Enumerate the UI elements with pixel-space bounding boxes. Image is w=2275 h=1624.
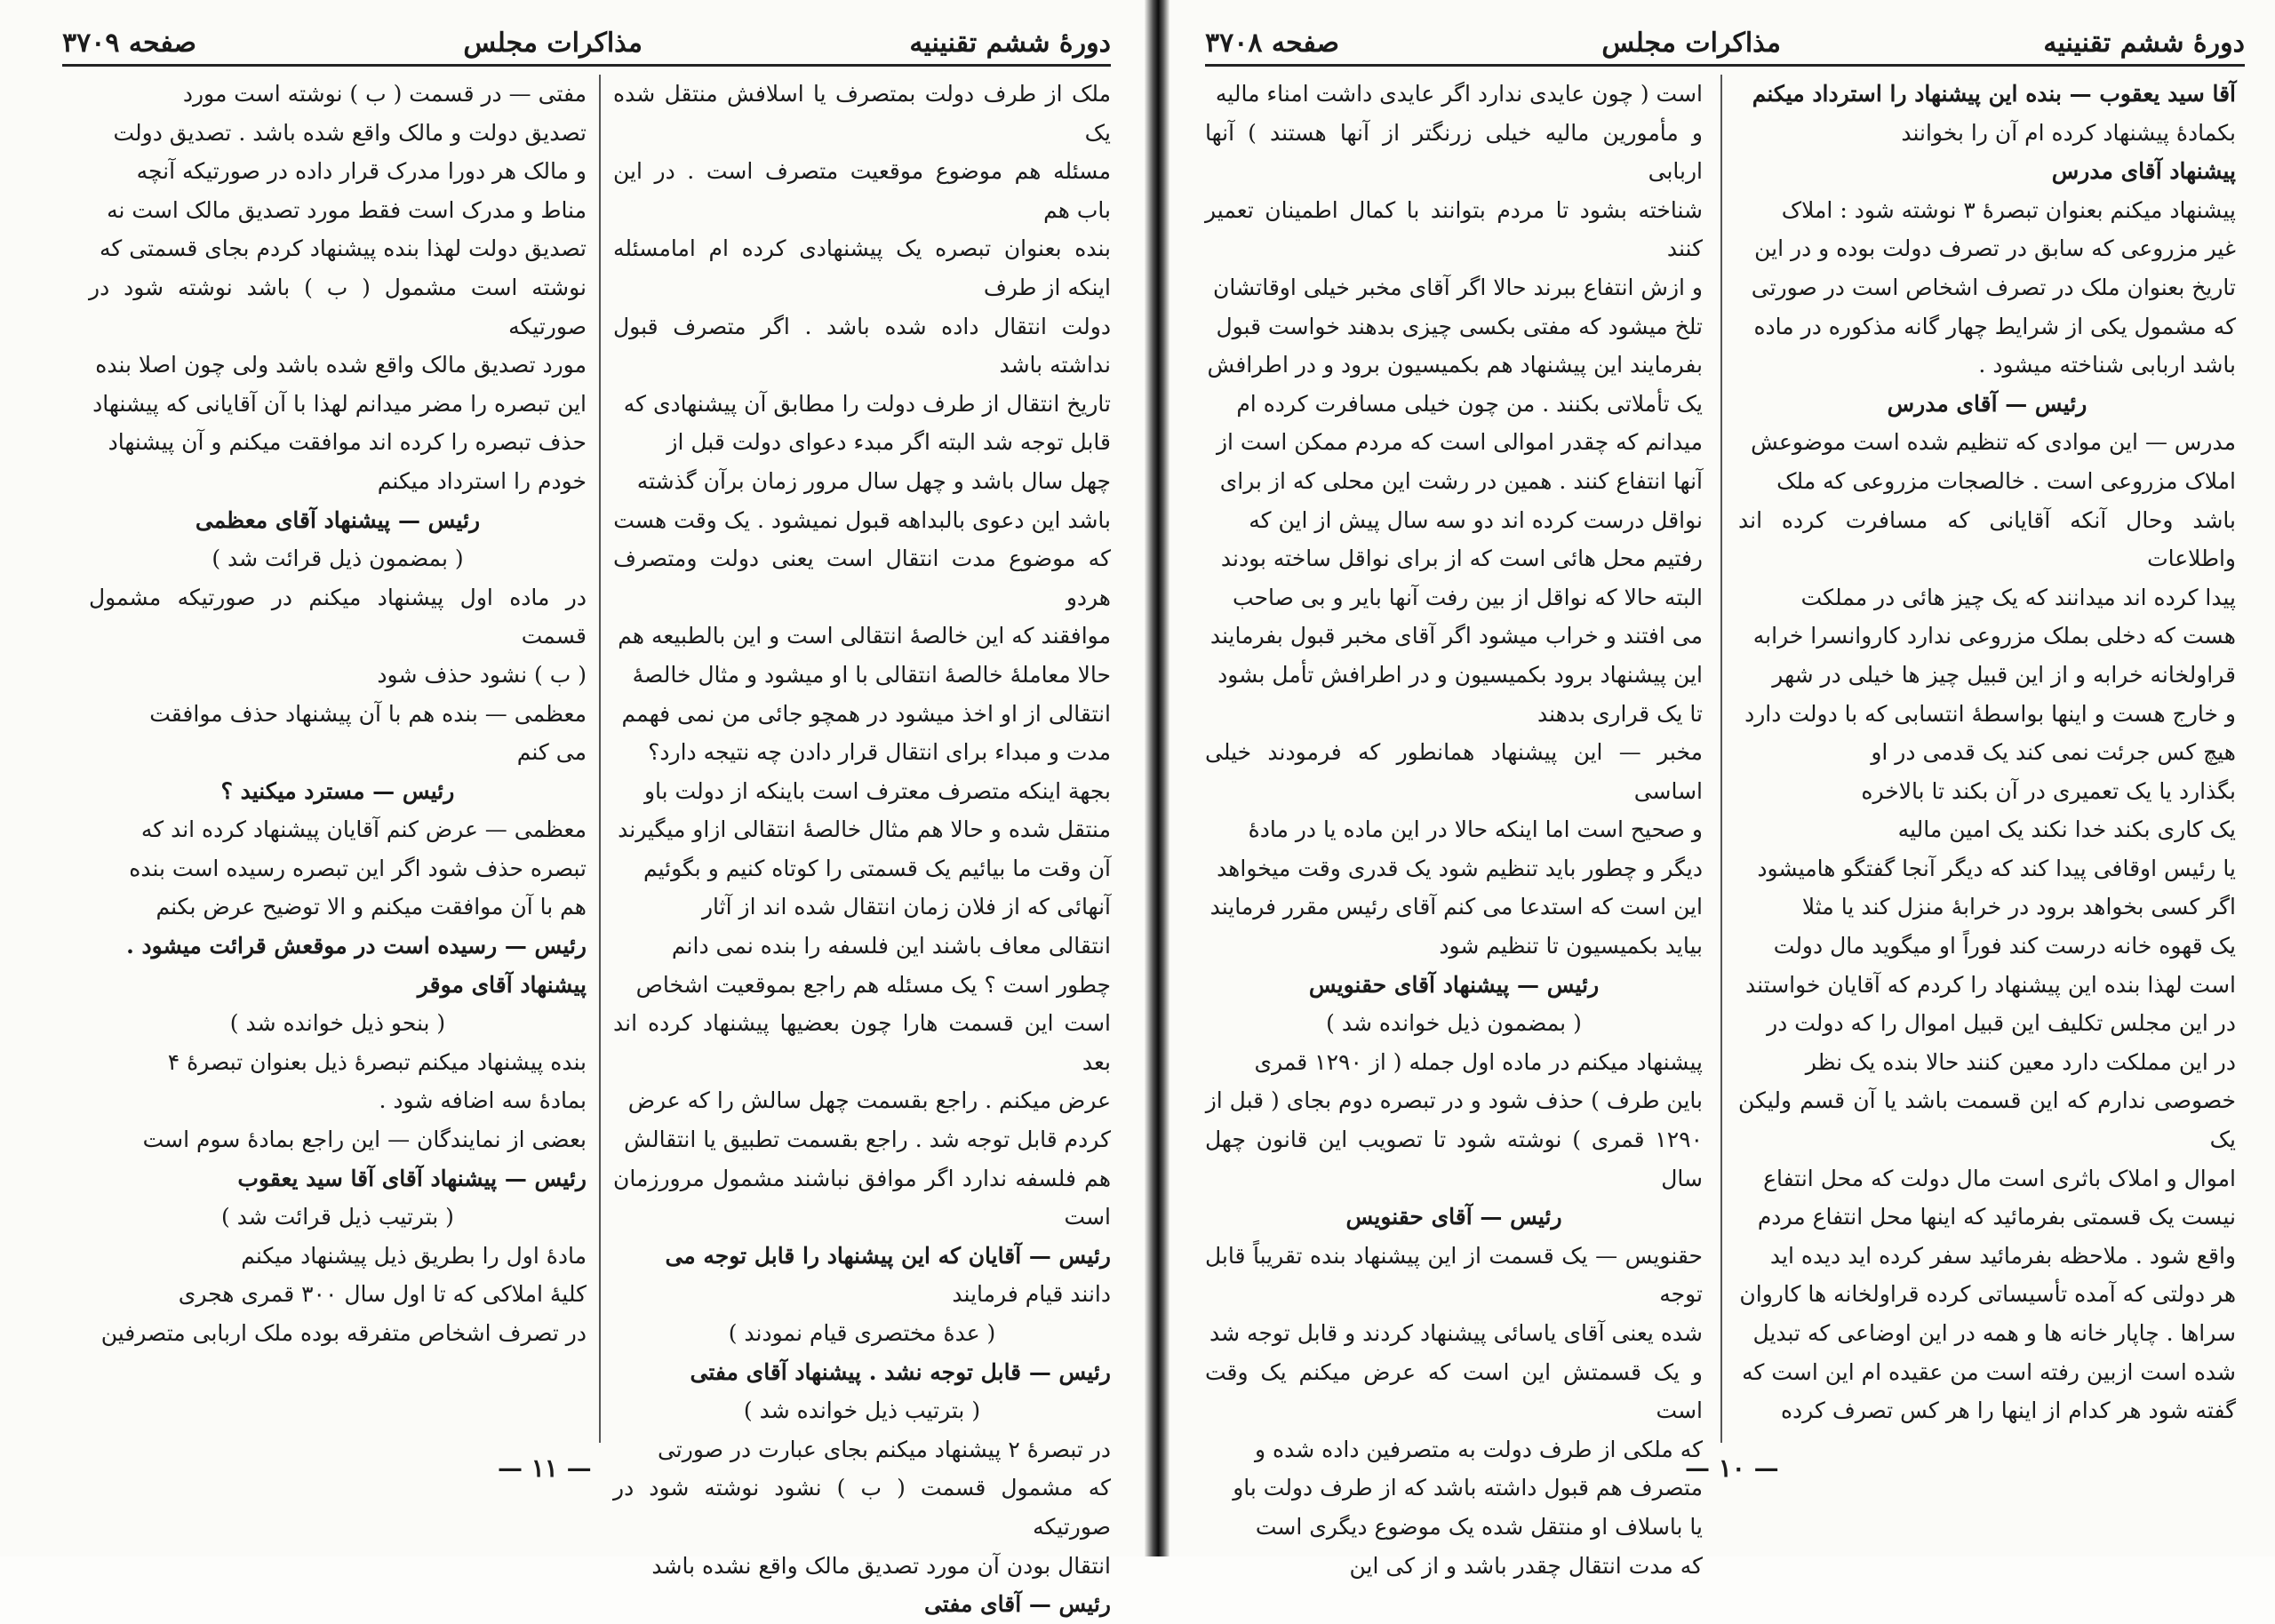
text-line: نواقل درست کرده اند دو سه سال پیش از این که	[1249, 506, 1703, 533]
text-line: این تبصره را مضر میدانم لهذا با آن آقایانی که پیشنهاد	[92, 390, 587, 417]
text-line: واقع شود . ملاحظه بفرمائید سفر کرده اید دیده اید	[1769, 1242, 2236, 1269]
text-line: این پیشنهاد برود بکمیسیون و در اطرافش تأمل بشود	[1217, 661, 1703, 688]
text-line: انتقالی معاف باشند این فلسفه را بنده نمی دانم	[671, 933, 1111, 959]
text-line: باشد وحال آنکه آقایانی که مسافرت کرده اند واطلاعات	[1738, 506, 2236, 572]
text-line: یک کاری بکند خدا نکند یک امین مالیه	[1897, 816, 2236, 843]
text-line: در این مجلس تکلیف این قبیل اموال را که دولت در	[1767, 1010, 2236, 1037]
text-line: آن وقت ما بیائیم یک قسمتی را کوتاه کنیم و بگوئیم	[643, 855, 1111, 881]
procedural-note: ( بمضمون ذیل خوانده شد )	[1326, 1010, 1582, 1037]
text-line: مسئله هم موضوع موقعیت متصرف است . در این باب هم	[613, 158, 1111, 223]
text-column-left	[89, 75, 587, 1443]
text-line: بنده پیشنهاد میکنم تبصرهٔ ذیل بعنوان تبصرهٔ ۴	[167, 1048, 587, 1075]
speaker-line: رئیس — پیشنهاد آقای حقنویس	[1308, 971, 1600, 998]
text-line: است لهذا بنده این پیشنهاد را کردم که آقایان خواستند	[1744, 971, 2236, 998]
procedural-note: ( بترتیب ذیل قرائت شد )	[221, 1204, 454, 1230]
text-line: و مالک هر دورا مدرک قرار داده در صورتیکه آنچه	[136, 158, 587, 185]
text-line: که موضوع مدت انتقال است یعنی دولت ومتصرف هردو	[613, 545, 1111, 610]
text-line: در تبصرهٔ ۲ پیشنهاد میکنم بجای عبارت در صورتی	[657, 1436, 1111, 1462]
text-line: پیشنهاد میکنم در ماده اول جمله ( از ۱۲۹۰ قمری	[1254, 1048, 1703, 1075]
text-line: بیاید بکمیسیون تا تنظیم شود	[1439, 933, 1703, 959]
text-line: کلیهٔ املاکی که تا اول سال ۳۰۰ قمری هجری	[178, 1281, 587, 1308]
text-line: قابل توجه شد البته اگر مبدء دعوای دولت قبل از	[667, 429, 1111, 456]
text-line: تبصره حذف شود اگر این تبصره رسیده است بنده	[129, 855, 587, 881]
text-line: اموال و املاک باثری است مال دولت که محل انتفاع	[1763, 1165, 2236, 1191]
text-line: تلخ میشود که مفتی بکسی چیزی بدهند خواست قبول	[1216, 313, 1703, 339]
text-line: کردم قابل توجه شد . راجع بقسمت تطبیق یا انتقالش	[624, 1126, 1111, 1153]
text-line: هم فلسفه ندارد اگر موافق نباشند مشمول مرورزمان است	[613, 1165, 1111, 1230]
text-line: خودم را استرداد میکنم	[377, 467, 587, 494]
header-page-number: صفحه ۳۷۰۸	[1205, 27, 1340, 59]
text-line: هست که دخلی بملک مزروعی ندارد کاروانسرا خرابه	[1752, 623, 2236, 649]
text-line: که مشمول یکی از شرایط چهار گانه مذکوره در ماده	[1753, 313, 2236, 339]
text-line: مخبر — این پیشنهاد همانطور که فرمودند خیلی اساسی	[1205, 739, 1703, 804]
page-right	[1169, 0, 2275, 1579]
text-line: یک تأملاتی بکنند . من چون خیلی مسافرت کرده ام	[1236, 390, 1703, 417]
text-line: موافقند که این خالصهٔ انتقالی است و این بالطبیعه هم	[618, 623, 1111, 649]
text-line: تا یک قراری بدهند	[1537, 700, 1703, 727]
text-line: شناخته بشود تا مردم بتوانند با کمال اطمینان تعمیر کنند	[1205, 196, 1703, 262]
text-line: مفتی — در قسمت ( ب ) نوشته است مورد	[182, 81, 587, 107]
text-line: منتقل شده و حالا هم مثال خالصهٔ انتقالی ازاو میگیرند	[618, 816, 1111, 843]
speaker-line: رئیس — آقای مدرس	[1887, 390, 2087, 417]
speaker-line: رئیس — پیشنهاد آقای آقا سید یعقوب	[237, 1165, 587, 1191]
text-line: چطور است ؟ یک مسئله هم راجع بموقعیت اشخاص	[635, 971, 1111, 998]
text-line: پیشنهاد میکنم بعنوان تبصرهٔ ۳ نوشته شود : املاک	[1781, 196, 2236, 223]
speaker-line: پیشنهاد آقای موقر	[417, 971, 587, 998]
text-line: که ملکی از طرف دولت به متصرفین داده شده و	[1255, 1436, 1703, 1462]
text-line: قراولخانه خرابه و از این قبیل چیز ها خیلی در شهر	[1772, 661, 2236, 688]
text-line: تصدیق دولت و مالک واقع شده باشد . تصدیق دولت	[113, 119, 587, 146]
text-line: سراها . چاپار خانه ها و همه در این اوضاعی که تبدیل	[1752, 1320, 2236, 1346]
speaker-line: پیشنهاد آقای مدرس	[2051, 158, 2236, 185]
speaker-line: رئیس — قابل توجه نشد . پیشنهاد آقای مفتی	[690, 1358, 1111, 1385]
text-line: است این قسمت هارا چون بعضیها پیشنهاد کرده اند بعد	[613, 1010, 1111, 1075]
text-line: باشد این دعوی بالبداهه قبول نمیشود . یک وقت هست	[613, 506, 1111, 533]
text-line: باین طرف ) حذف شود و در تبصره دوم بجای ( قبل از	[1205, 1087, 1703, 1114]
text-line: املاک مزروعی است . خالصجات مزروعی که ملک	[1776, 467, 2236, 494]
header-term: دورهٔ ششم تقنینیه	[909, 27, 1111, 59]
book-gutter	[1145, 0, 1169, 1556]
text-line: حالا معاملهٔ خالصهٔ انتقالی با او میشود و مثال خالصهٔ	[632, 661, 1111, 688]
folio-number: — ۱۱ —	[498, 1453, 592, 1483]
text-line: و یک قسمتش این است که عرض میکنم یک وقت است	[1205, 1358, 1703, 1424]
text-line: مادهٔ اول را بطریق ذیل پیشنهاد میکنم	[241, 1242, 587, 1269]
text-line: ۱۲۹۰ قمری ) نوشته شود تا تصویب این قانون چهل سال	[1205, 1126, 1703, 1191]
column-divider	[1720, 75, 1722, 1443]
text-line: حذف تبصره را کرده اند موافقت میکنم و آن پیشنهاد	[108, 429, 587, 456]
text-line: عرض میکنم . راجع بقسمت چهل سالش را که عرض	[627, 1087, 1111, 1114]
speaker-line: رئیس — پیشنهاد آقای معظمی	[195, 506, 481, 533]
text-line: نیست یک قسمتی بفرمائید که اینها محل انتفاع مردم	[1757, 1204, 2236, 1230]
text-line: متصرف هم قبول داشته باشد که از طرف دولت باو	[1233, 1475, 1703, 1501]
procedural-note: ( عدهٔ مختصری قیام نمودند )	[728, 1320, 996, 1346]
speaker-line: آقا سید یعقوب — بنده این پیشنهاد را استرداد میکنم	[1752, 81, 2236, 107]
text-line: مدرس — این موادی که تنظیم شده است موضوعش	[1751, 429, 2236, 456]
text-line: بمادهٔ سه اضافه شود .	[379, 1087, 587, 1114]
text-line: مناط و مدرک است فقط مورد تصدیق مالک است نه	[107, 196, 587, 223]
text-line: دیگر و چطور باید تنظیم شود یک قدری وقت میخواهد	[1217, 855, 1703, 881]
text-column-right	[1738, 75, 2236, 1443]
text-line: بگذارد یا یک تعمیری در آن بکند تا بالاخره	[1861, 777, 2236, 804]
header-page-number: صفحه ۳۷۰۹	[62, 27, 197, 59]
text-line: ( ب ) نشود حذف شود	[377, 661, 587, 688]
text-line: هیچ کس جرئت نمی کند یک قدمی در او	[1871, 739, 2236, 766]
text-line: خصوصی ندارم که این قسمت باشد یا آن قسم ولیکن یک	[1738, 1087, 2236, 1153]
text-line: نوشته است مشمول ( ب ) باشد نوشته شود در صورتیکه	[89, 274, 587, 339]
text-line: در تصرف اشخاص متفرقه بوده ملک اربابی متصرفین	[100, 1320, 587, 1346]
text-line: است ( چون عایدی ندارد اگر عایدی داشت امناء مالیه	[1215, 81, 1703, 107]
text-line: میدانم که چقدر اموالی است که مردم ممکن است از	[1216, 429, 1703, 456]
speaker-line: رئیس — مسترد میکنید ؟	[220, 777, 455, 804]
procedural-note: ( بترتیب ذیل خوانده شد )	[743, 1397, 981, 1424]
text-line: در ماده اول پیشنهاد میکنم در صورتیکه مشمول قسمت	[89, 584, 587, 649]
text-line: در این مملکت دارد معین کنند حالا بنده یک نظر	[1805, 1048, 2236, 1075]
text-line: و ازش انتفاع ببرند حالا اگر آقای مخبر خیلی اوقاتشان	[1213, 274, 1703, 300]
page-header	[62, 23, 1111, 62]
text-line: هم با آن موافقت میکنم و الا توضیح عرض بکنم	[156, 894, 587, 920]
text-line: دولت انتقال داده شده باشد . اگر متصرف قبول نداشته باشد	[613, 313, 1111, 378]
text-line: هر دولتی که آمده تأسیساتی کرده قراولخانه ها کاروان	[1739, 1281, 2236, 1308]
header-rule	[62, 64, 1111, 67]
speaker-line: رئیس — آقای حقنویس	[1345, 1204, 1562, 1230]
text-line: آنها انتفاع کنند . همین در رشت این محلی که از برای	[1219, 467, 1703, 494]
header-term: دورهٔ ششم تقنینیه	[2043, 27, 2245, 59]
text-line: و خارج هست و اینها بواسطهٔ انتسابی که با دولت دارد	[1744, 700, 2236, 727]
text-line: بنده بعنوان تبصره یک پیشنهادی کرده ام امامسئله اینکه از طرف	[613, 235, 1111, 300]
text-line: حقنویس — یک قسمت از این پیشنهاد بنده تقریباً قابل توجه	[1205, 1242, 1703, 1308]
header-title: مذاکرات مجلس	[463, 27, 643, 59]
text-line: دانند قیام فرمایند	[952, 1281, 1111, 1308]
text-line: معظمی — بنده هم با آن پیشنهاد حذف موافقت	[149, 700, 587, 727]
text-column-right	[613, 75, 1111, 1618]
page-header	[1205, 23, 2245, 62]
text-line: غیر مزروعی که سابق در تصرف دولت بوده و در این	[1754, 235, 2236, 262]
text-line: و مأمورین مالیه خیلی زرنگتر از آنها هستند ) آنها اربابی	[1205, 119, 1703, 185]
text-line: آنهائی که از فلان زمان انتقال شده اند از آثار	[701, 894, 1111, 920]
text-line: پیدا کرده اند میدانند که یک چیز هائی در مملکت	[1800, 584, 2236, 610]
text-line: می کنم	[516, 739, 587, 766]
text-line: یک قهوه خانه درست کند فوراً او میگوید مال دولت	[1773, 933, 2236, 959]
text-line: بعضی از نمایندگان — این راجع بمادهٔ سوم است	[142, 1126, 587, 1153]
column-divider	[599, 75, 601, 1443]
header-rule	[1205, 64, 2245, 67]
text-line: مورد تصدیق مالک واقع شده باشد ولی چون اصلا بنده	[95, 352, 587, 378]
text-line: شده است ازبین رفته است من عقیده ام این است که	[1742, 1358, 2236, 1385]
text-line: بکمادهٔ پیشنهاد کرده ام آن را بخوانند	[1901, 119, 2236, 146]
text-line: این است که استدعا می کنم آقای رئیس مقرر فرمایند	[1209, 894, 1703, 920]
text-column-left	[1205, 75, 1703, 1579]
text-line: که مشمول قسمت ( ب ) نشود نوشته شود در صورتیکه	[613, 1475, 1111, 1540]
text-line: اگر کسی بخواهد برود در خرابهٔ منزل کند یا مثلا	[1801, 894, 2236, 920]
text-line: می افتند و خراب میشود اگر آقای مخبر قبول بفرمایند	[1209, 623, 1703, 649]
text-line: یا باسلاف او منتقل شده یک موضوع دیگری است	[1255, 1513, 1703, 1540]
folio-number: — ۱۰ —	[1685, 1453, 1779, 1483]
text-line: تاریخ انتقال از طرف دولت را مطابق آن پیشنهادی که	[623, 390, 1111, 417]
text-line: بجهة اینکه متصرف معترف است باینکه از دولت باو	[643, 777, 1111, 804]
text-line: گفته شود هر کدام از اینها را هر کس تصرف کرده	[1780, 1397, 2236, 1424]
procedural-note: ( بمضمون ذیل قرائت شد )	[212, 545, 464, 572]
text-line: البته حالا که نواقل از بین رفت آنها بایر و بی صاحب	[1232, 584, 1703, 610]
text-line: معظمی — عرض کنم آقایان پیشنهاد کرده اند که	[140, 816, 587, 843]
text-line: بفرمایند این پیشنهاد هم بکمیسیون برود و در اطرافش	[1207, 352, 1703, 378]
text-line: تصدیق دولت لهذا بنده پیشنهاد کردم بجای قسمتی که	[99, 235, 587, 262]
speaker-line: رئیس — رسیده است در موقعش قرائت میشود .	[126, 933, 587, 959]
procedural-note: ( بنحو ذیل خوانده شد )	[229, 1010, 446, 1037]
text-line: چهل سال باشد و چهل سال مرور زمان برآن گذشته	[636, 467, 1111, 494]
text-line: رفتیم محل هائی است که از برای نواقل ساخته بودند	[1220, 545, 1703, 572]
text-line: مدت و مبداء برای انتقال قرار دادن چه نتیجه دارد؟	[648, 739, 1111, 766]
text-line: شده یعنی آقای یاسائی پیشنهاد کردند و قابل توجه شد	[1209, 1320, 1703, 1346]
speaker-line: رئیس — آقایان که این پیشنهاد را قابل توجه می	[665, 1242, 1111, 1269]
header-title: مذاکرات مجلس	[1601, 27, 1781, 59]
text-line: که مدت انتقال چقدر باشد و از کی این	[1349, 1552, 1703, 1579]
text-line: و صحیح است اما اینکه حالا در این ماده یا در مادهٔ	[1248, 816, 1703, 843]
text-line: انتقالی از او اخذ میشود در همچو جائی من نمی فهمم	[621, 700, 1111, 727]
text-line: ملک از طرف دولت بمتصرف یا اسلافش منتقل شده یک	[613, 81, 1111, 146]
text-line: انتقال بودن آن مورد تصدیق مالک واقع نشده باشد	[651, 1552, 1111, 1579]
speaker-line: رئیس — آقای مفتی	[923, 1591, 1111, 1618]
text-line: یا رئیس اوقافی پیدا کند که دیگر آنجا گفتگو هامیشود	[1757, 855, 2236, 881]
text-line: باشد اربابی شناخته میشود .	[1978, 352, 2236, 378]
text-line: تاریخ بعنوان ملک در تصرف اشخاص است در صورتی	[1751, 274, 2236, 300]
